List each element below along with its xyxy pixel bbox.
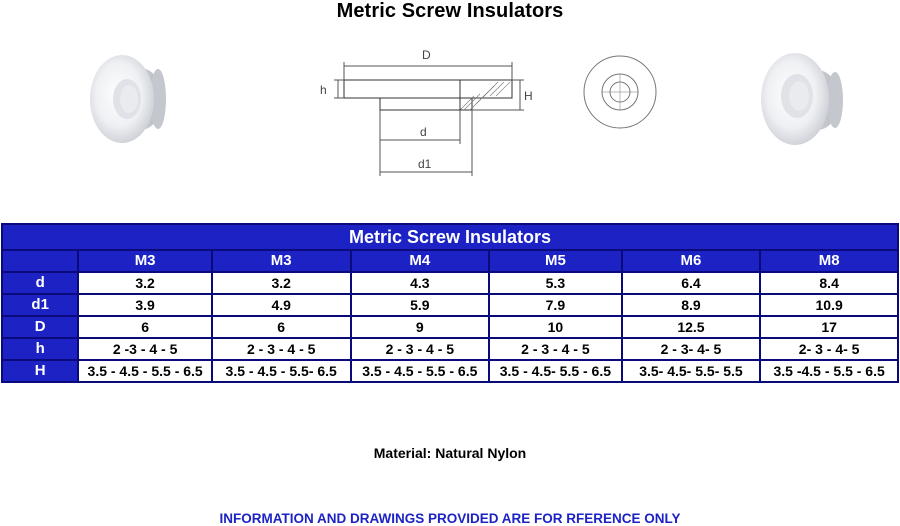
column-header: M3 xyxy=(79,251,211,271)
technical-drawing xyxy=(318,44,548,184)
insulator-image-right xyxy=(745,44,855,154)
table-row xyxy=(3,317,897,337)
row-header: d1 xyxy=(3,295,77,315)
column-header: M6 xyxy=(623,251,760,271)
page-title: Metric Screw Insulators xyxy=(336,0,564,22)
table-cell: 2 - 3 - 4 - 5 xyxy=(490,339,621,359)
table-cell: 3.5 - 4.5- 5.5 - 6.5 xyxy=(490,361,621,381)
table-cell: 6.4 xyxy=(623,273,760,293)
table-cell: 3.9 xyxy=(79,295,211,315)
label-d1: d1 xyxy=(418,157,432,171)
table-cell: 2 -3 - 4 - 5 xyxy=(79,339,211,359)
table-cell: 2 - 3 - 4 - 5 xyxy=(213,339,350,359)
table-cell: 10 xyxy=(490,317,621,337)
table-cell: 2- 3 - 4- 5 xyxy=(761,339,897,359)
table-cell: 4.9 xyxy=(213,295,350,315)
table-cell: 6 xyxy=(79,317,211,337)
table-cell: 3.5- 4.5- 5.5- 5.5 xyxy=(623,361,760,381)
label-d: d xyxy=(420,125,427,139)
label-h: h xyxy=(320,83,327,97)
table-row xyxy=(3,295,897,315)
table-corner-cell xyxy=(3,251,77,271)
row-header: d xyxy=(3,273,77,293)
table-cell: 3.5 - 4.5 - 5.5- 6.5 xyxy=(213,361,350,381)
spec-table xyxy=(1,223,899,383)
table-row xyxy=(3,273,897,293)
table-row xyxy=(3,361,897,381)
table-cell: 3.5 -4.5 - 5.5 - 6.5 xyxy=(761,361,897,381)
row-header: D xyxy=(3,317,77,337)
table-row xyxy=(3,339,897,359)
table-cell: 6 xyxy=(213,317,350,337)
table-header-row xyxy=(3,251,897,271)
material-note: Material: Natural Nylon xyxy=(373,445,527,461)
column-header: M5 xyxy=(490,251,621,271)
table-cell: 10.9 xyxy=(761,295,897,315)
disclaimer-note: INFORMATION AND DRAWINGS PROVIDED ARE FOR RFERENCE ONLY xyxy=(219,511,681,526)
table-cell: 2 - 3 - 4 - 5 xyxy=(352,339,489,359)
row-header: h xyxy=(3,339,77,359)
table-cell: 8.9 xyxy=(623,295,760,315)
table-cell: 9 xyxy=(352,317,489,337)
table-cell: 3.5 - 4.5 - 5.5 - 6.5 xyxy=(79,361,211,381)
table-cell: 5.9 xyxy=(352,295,489,315)
column-header: M4 xyxy=(352,251,489,271)
label-D: D xyxy=(422,48,431,62)
label-H: H xyxy=(524,89,533,103)
table-cell: 12.5 xyxy=(623,317,760,337)
table-cell: 17 xyxy=(761,317,897,337)
front-view-drawing xyxy=(580,52,660,132)
column-header: M3 xyxy=(213,251,350,271)
table-cell: 2 - 3- 4- 5 xyxy=(623,339,760,359)
table-cell: 4.3 xyxy=(352,273,489,293)
table-caption: Metric Screw Insulators xyxy=(3,225,897,249)
table-cell: 3.2 xyxy=(79,273,211,293)
table-cell: 5.3 xyxy=(490,273,621,293)
table-cell: 7.9 xyxy=(490,295,621,315)
row-header: H xyxy=(3,361,77,381)
table-cell: 3.2 xyxy=(213,273,350,293)
table-cell: 3.5 - 4.5 - 5.5 - 6.5 xyxy=(352,361,489,381)
table-cell: 8.4 xyxy=(761,273,897,293)
insulator-image-left xyxy=(72,44,182,154)
column-header: M8 xyxy=(761,251,897,271)
